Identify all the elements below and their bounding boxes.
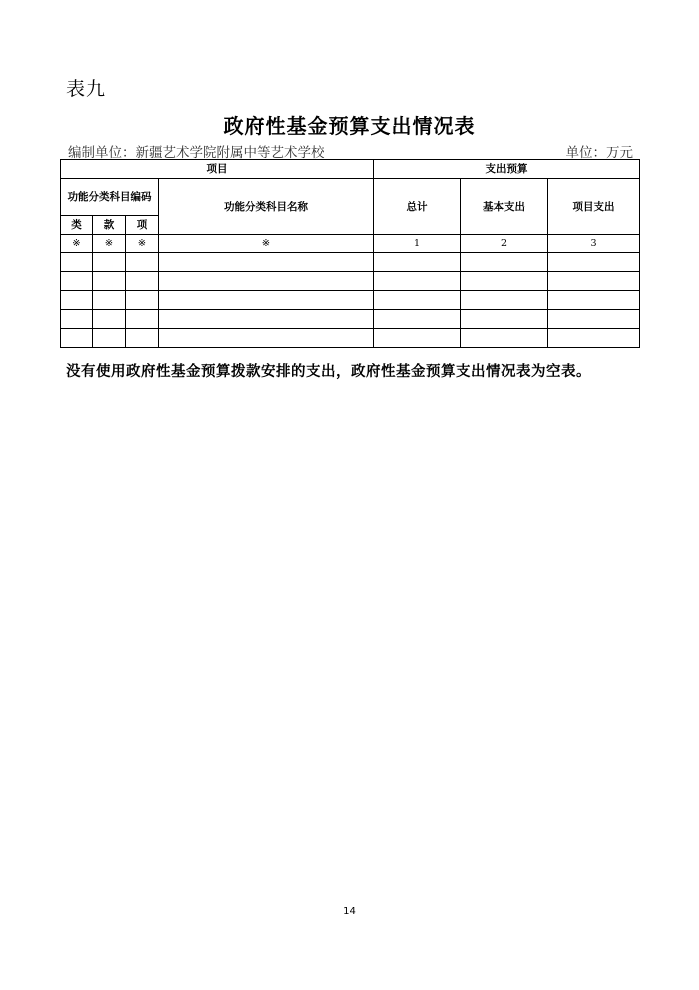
compiler-unit: 编制单位：新疆艺术学院附属中等艺术学校: [68, 145, 325, 161]
table-row: [61, 291, 640, 310]
index-cell: ※: [93, 235, 126, 253]
index-cell: ※: [159, 235, 374, 253]
header-name: 功能分类科目名称: [159, 179, 374, 235]
currency-unit: 单位：万元: [565, 145, 633, 161]
table-label: 表九: [66, 78, 107, 100]
index-cell: ※: [126, 235, 159, 253]
header-budget-group: 支出预算: [374, 160, 640, 179]
header-code: 功能分类科目编码: [61, 179, 159, 216]
header-project-group: 项目: [61, 160, 374, 179]
index-cell: 3: [548, 235, 640, 253]
index-cell: 2: [461, 235, 548, 253]
index-cell: 1: [374, 235, 461, 253]
header-xiang: 项: [126, 216, 159, 235]
index-cell: ※: [61, 235, 93, 253]
index-row: [61, 235, 640, 253]
table-row: [61, 253, 640, 272]
budget-table: [60, 159, 640, 348]
meta-row: [68, 141, 633, 161]
header-total: 总计: [374, 179, 461, 235]
table-row: [61, 272, 640, 291]
table-row: [61, 310, 640, 329]
header-lei: 类: [61, 216, 93, 235]
page-title: 政府性基金预算支出情况表: [223, 114, 476, 138]
header-project-expense: 项目支出: [548, 179, 640, 235]
header-basic-expense: 基本支出: [461, 179, 548, 235]
table-row: [61, 329, 640, 348]
empty-table-note: 没有使用政府性基金预算拨款安排的支出，政府性基金预算支出情况表为空表。: [66, 363, 591, 380]
page-number: 14: [343, 906, 356, 917]
header-kuan: 款: [93, 216, 126, 235]
